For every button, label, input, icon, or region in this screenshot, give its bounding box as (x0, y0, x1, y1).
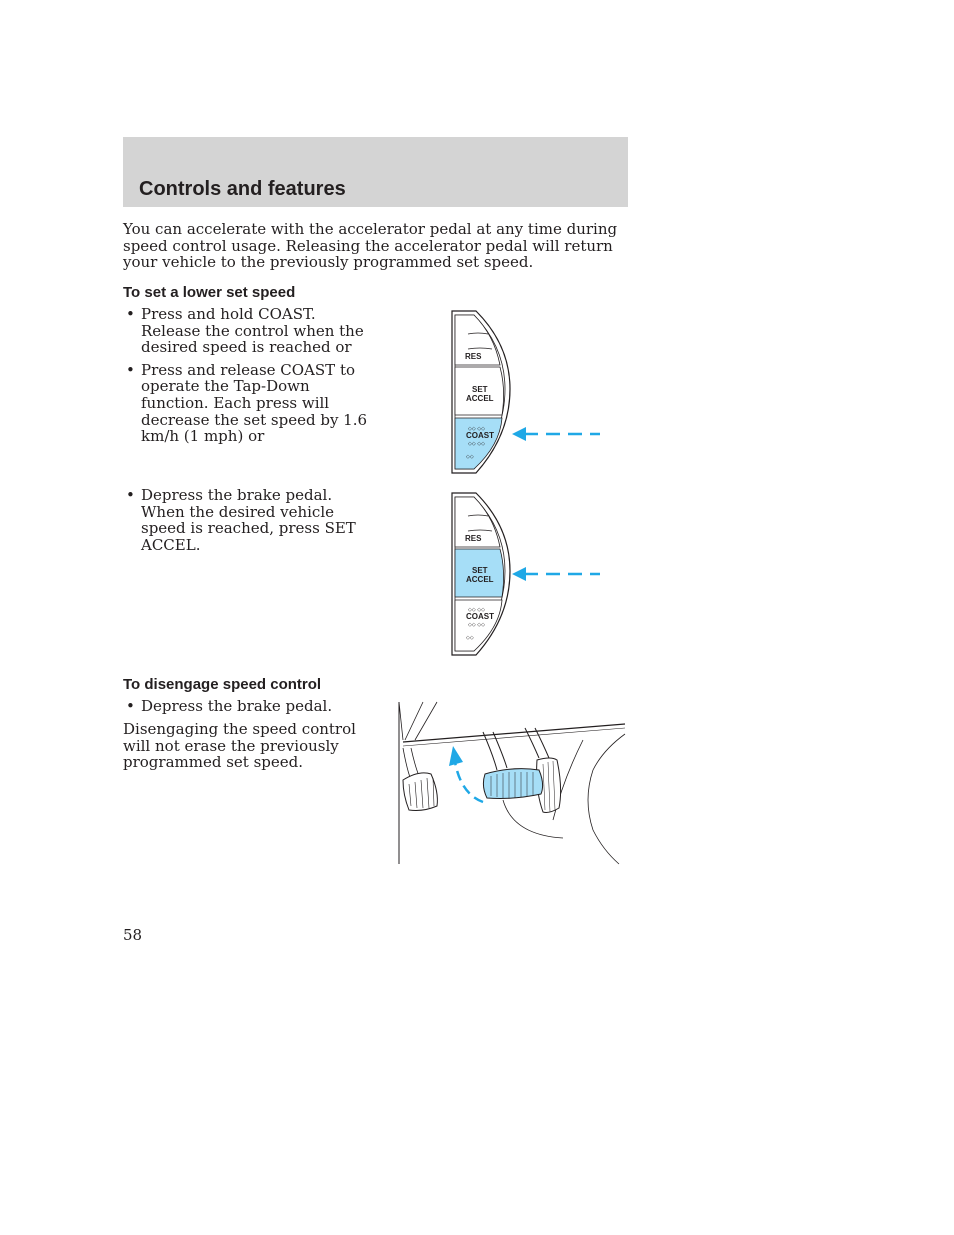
list-item (123, 698, 373, 715)
bullet-dot: • (126, 486, 135, 504)
svg-text:◇◇ ◇◇: ◇◇ ◇◇ (468, 622, 485, 628)
res-label: RES (465, 534, 482, 543)
speed-control-switch-coast-figure (440, 305, 615, 480)
list-item (123, 362, 373, 445)
set-label: SET (472, 566, 488, 575)
arrow-head (512, 427, 526, 441)
svg-text:◇◇: ◇◇ (466, 454, 474, 460)
section-header-band (123, 137, 628, 207)
list-item (123, 306, 373, 356)
intro-paragraph: You can accelerate with the accelerator pedal at any time during speed control usage. Releasing the accelerator pedal will return your vehicle to the previously programmed set speed. (123, 220, 618, 272)
svg-text:◇◇: ◇◇ (466, 635, 474, 641)
set-label: SET (472, 385, 488, 394)
parking-brake-pedal (403, 773, 437, 811)
brake-pedal-figure (393, 700, 628, 866)
page-number: 58 (123, 926, 143, 944)
bullet-text: Depress the brake pedal. (141, 697, 333, 715)
section-title: Controls and features (139, 178, 346, 200)
curved-arrow-head (449, 746, 463, 766)
accel-label: ACCEL (466, 575, 494, 584)
svg-text:◇◇ ◇◇: ◇◇ ◇◇ (468, 426, 485, 432)
coast-label: COAST (466, 431, 494, 440)
lower-speed-bullet-list (123, 306, 373, 451)
arrow-head (512, 567, 526, 581)
disengage-heading: To disengage speed control (123, 676, 322, 693)
bullet-dot: • (126, 360, 135, 379)
bullet-text: Press and hold COAST. Release the control when the desired speed is reached or (141, 305, 364, 357)
speed-control-switch-set-figure (440, 487, 615, 662)
bullet-text: Press and release COAST to operate the Tap-Down function. Each press will decrease the set speed by 1.6 km/h (1 mph) or (141, 360, 368, 446)
disengage-bullet-list (123, 698, 373, 721)
bullet-dot: • (126, 697, 135, 715)
res-label: RES (465, 352, 482, 361)
coast-label: COAST (466, 612, 494, 621)
accel-label: ACCEL (466, 394, 494, 403)
bullet-dot: • (126, 305, 135, 323)
disengage-paragraph: Disengaging the speed control will not erase the previously programmed set speed. (123, 720, 356, 772)
curved-arrow-line (455, 762, 483, 802)
bullet-text: Depress the brake pedal. When the desired vehicle speed is reached, press SET ACCEL. (141, 486, 356, 554)
svg-text:◇◇ ◇◇: ◇◇ ◇◇ (468, 607, 485, 613)
lower-speed-heading: To set a lower set speed (123, 284, 296, 301)
brake-pedal-highlighted (483, 769, 542, 799)
svg-text:◇◇ ◇◇: ◇◇ ◇◇ (468, 441, 485, 447)
list-item (123, 487, 373, 553)
brake-bullet-list (123, 487, 373, 559)
